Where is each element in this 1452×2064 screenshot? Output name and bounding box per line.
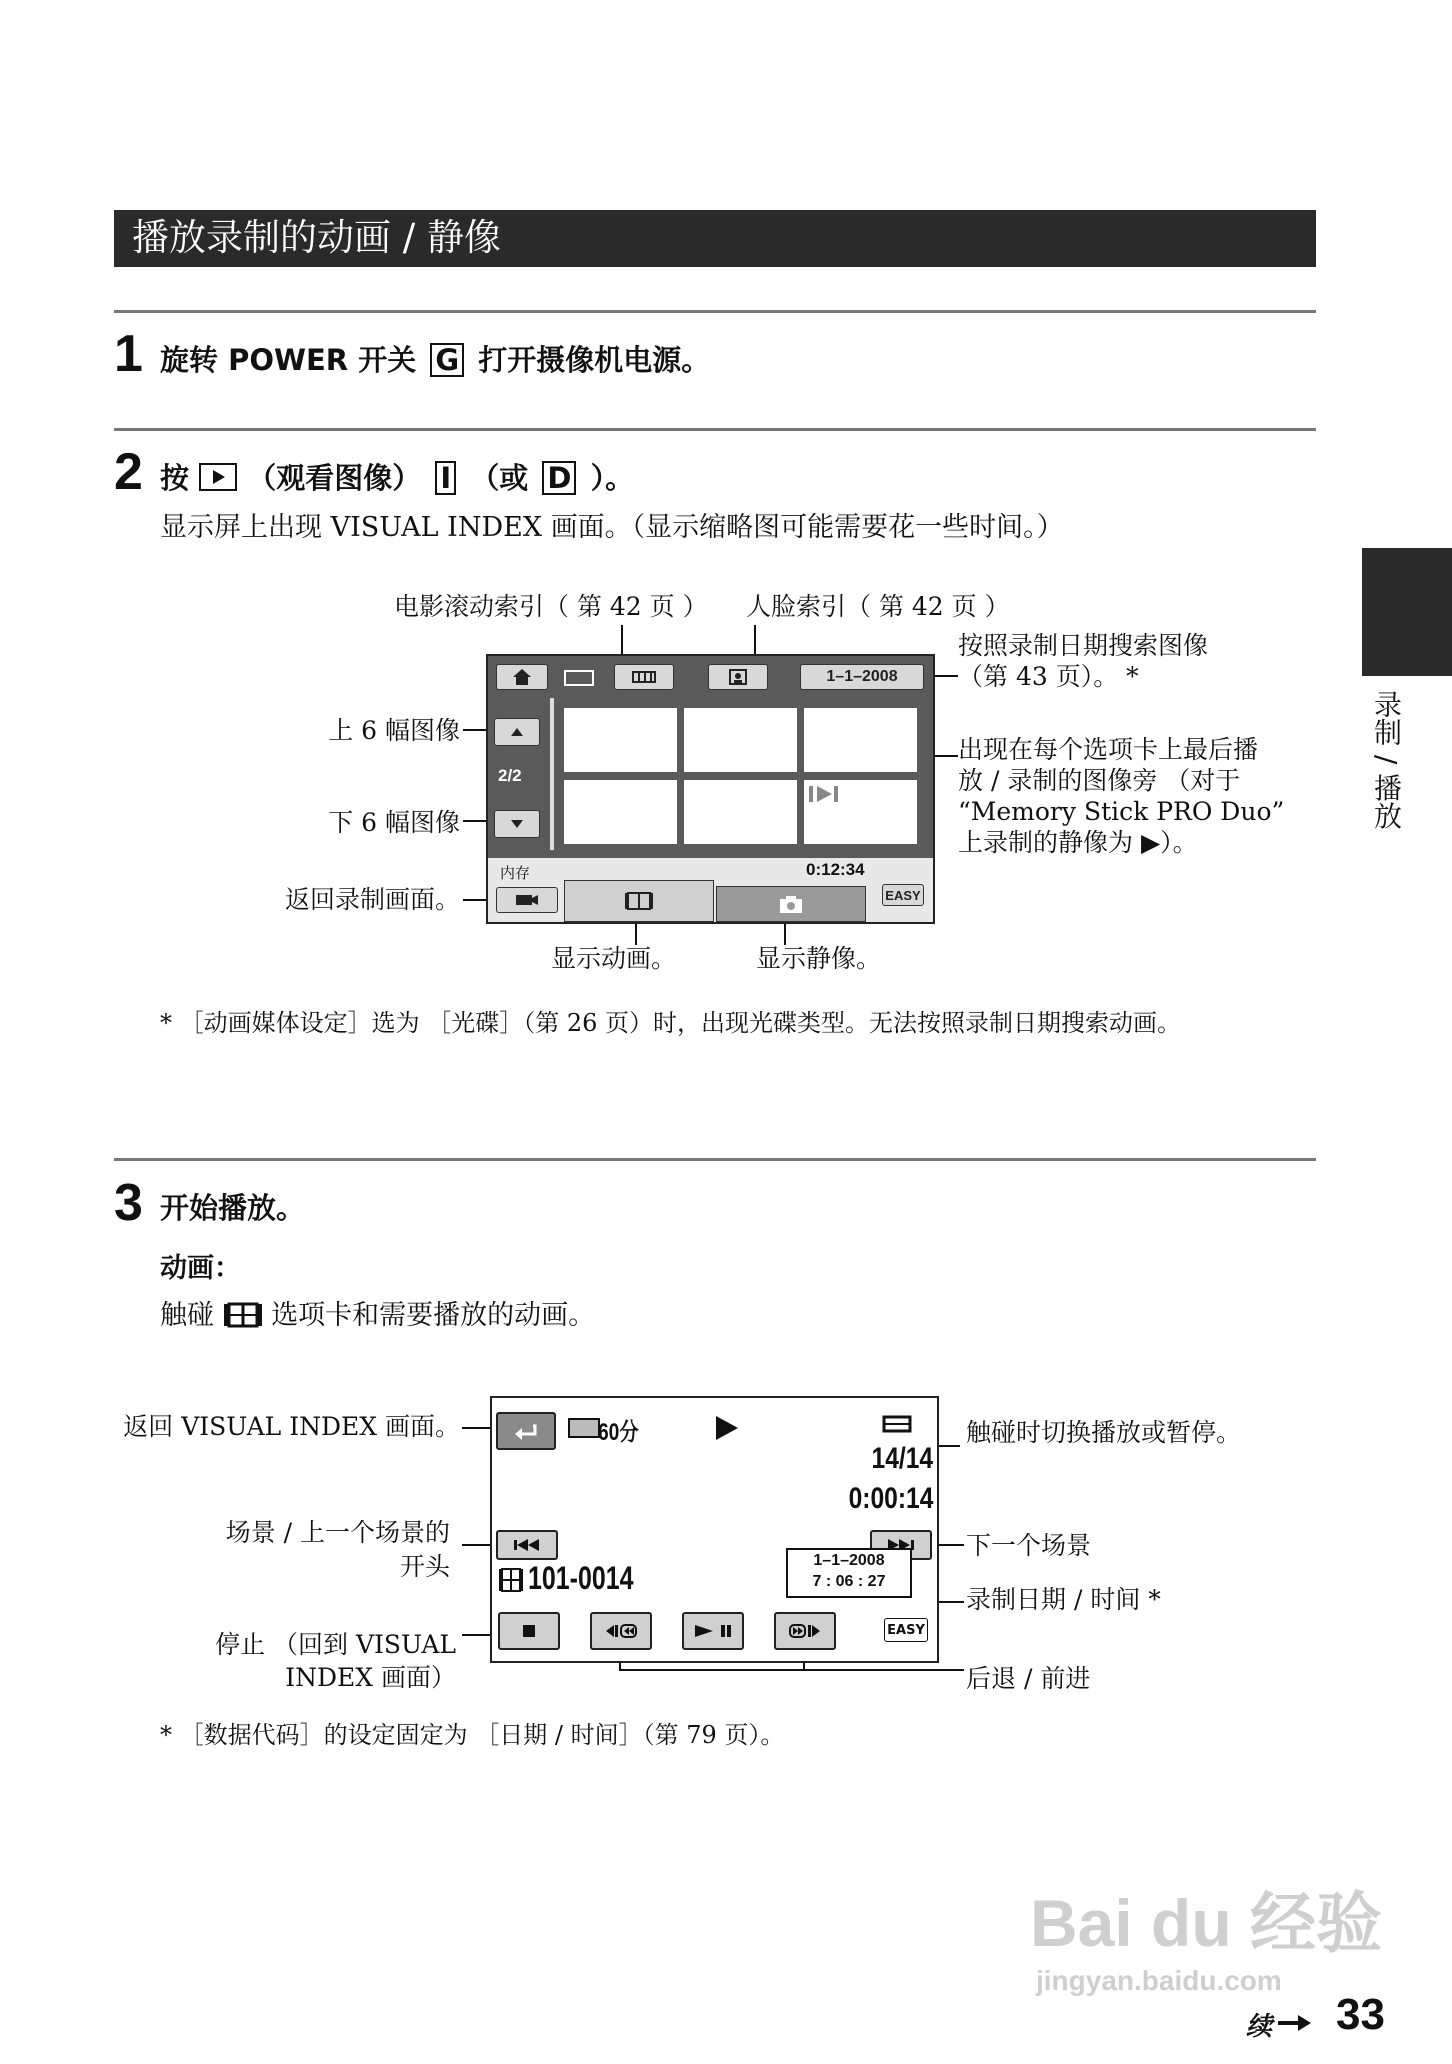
scene-counter: 14/14 (871, 1442, 933, 1475)
rewind-button[interactable] (590, 1612, 652, 1650)
arrow-right-icon (1278, 2014, 1312, 2032)
easy-button[interactable]: EASY (884, 1618, 928, 1642)
step-2-text: 按 （观看图像） I （或 D ）。 (160, 461, 635, 495)
switch-key: G (430, 343, 464, 377)
home-button[interactable] (496, 664, 548, 690)
film-icon (498, 1566, 524, 1594)
divider (114, 1158, 1316, 1161)
camera-icon (515, 893, 539, 907)
callout-show-movie: 显示动画。 (551, 944, 677, 973)
play-pause-icon (693, 1623, 733, 1639)
prev-scene-button[interactable] (496, 1530, 558, 1560)
face-index-button[interactable] (708, 664, 768, 690)
button-key-d: D (542, 461, 576, 495)
thumbnail[interactable] (804, 708, 917, 772)
step-3-text: 开始播放。 (160, 1191, 306, 1225)
thumbnail[interactable] (684, 780, 797, 844)
step-3-number: 3 (114, 1174, 143, 1232)
callout-toggle-play: 触碰时切换播放或暂停。 (966, 1418, 1242, 1447)
battery-icon (564, 670, 594, 686)
arrow-down-icon (510, 819, 524, 829)
callout-movie-roll: 电影滚动索引（ 第 42 页 ） (394, 592, 708, 621)
movie-heading: 动画： (160, 1253, 241, 1284)
total-time: 0:12:34 (806, 860, 865, 879)
battery-remaining: 60分 (598, 1419, 639, 1446)
film-roll-icon (631, 669, 657, 685)
thumbnail[interactable] (564, 780, 677, 844)
play-pause-button[interactable] (682, 1612, 744, 1650)
scrollbar[interactable] (550, 698, 554, 850)
home-icon (512, 668, 532, 686)
still-tab[interactable] (716, 886, 866, 922)
callout-rew-fwd: 后退 / 前进 (966, 1664, 1091, 1693)
button-key-i: I (435, 461, 456, 495)
step-2-footnote: * ［动画媒体设定］选为 ［光碟］（第 26 页）时，出现光碟类型。无法按照录制日期搜索动画。 (160, 1009, 1182, 1037)
thumbnail[interactable] (564, 708, 677, 772)
thumbnail-last-played[interactable] (804, 780, 917, 844)
step-3-footnote: * ［数据代码］的设定固定为 ［日期 / 时间］（第 79 页）。 (160, 1721, 785, 1749)
callout-next-6: 下 6 幅图像 (328, 808, 460, 837)
callout-last-image-1: 出现在每个选项卡上最后播 (958, 735, 1259, 764)
continue-label: 续 (1246, 2012, 1273, 2042)
forward-icon (788, 1623, 822, 1639)
skip-back-icon (512, 1538, 542, 1552)
play-status-icon (714, 1414, 740, 1442)
rec-date: 1–1–2008 (813, 1552, 885, 1569)
section-title: 播放录制的动画 / 静像 (132, 216, 501, 259)
movie-tab[interactable] (564, 880, 714, 922)
callout-show-still: 显示静像。 (756, 944, 882, 973)
rec-datetime-box (786, 1548, 912, 1598)
callout-date-search-2: （第 43 页）。 * (958, 662, 1139, 691)
callout-back-rec: 返回录制画面。 (284, 885, 460, 914)
battery-icon (568, 1418, 600, 1438)
thumbnail[interactable] (684, 708, 797, 772)
stop-button[interactable] (498, 1612, 560, 1650)
last-played-icon (806, 782, 846, 806)
date-search-button[interactable]: 1–1–2008 (800, 664, 924, 690)
callout-stop-2: INDEX 画面） (285, 1663, 456, 1692)
callout-prev-6: 上 6 幅图像 (328, 716, 460, 745)
next-6-button[interactable] (494, 810, 540, 838)
prev-6-button[interactable] (494, 718, 540, 746)
playback-screen (490, 1396, 939, 1663)
step-1-text: 旋转 POWER 开关 G 打开摄像机电源。 (160, 343, 711, 377)
callout-scene-prev-1: 场景 / 上一个场景的 (225, 1518, 450, 1547)
chapter-tab-label: 录制 / 播放 (1370, 690, 1403, 830)
callout-rec-datetime: 录制日期 / 时间 * (966, 1585, 1161, 1614)
callout-next-scene: 下一个场景 (966, 1531, 1092, 1560)
face-icon (729, 669, 747, 685)
stop-icon (522, 1624, 536, 1638)
return-icon (513, 1422, 539, 1440)
elapsed-time: 0:00:14 (848, 1482, 933, 1515)
callout-face-index: 人脸索引（ 第 42 页 ） (746, 592, 1010, 621)
file-number: 101-0014 (528, 1560, 634, 1596)
callout-last-image-2: 放 / 录制的图像旁 （对于 (958, 766, 1241, 795)
watermark-url: jingyan.baidu.com (1036, 1965, 1282, 1996)
rec-time: 7 : 06 : 27 (812, 1573, 886, 1590)
return-index-button[interactable] (496, 1412, 556, 1450)
callout-date-search-1: 按照录制日期搜索图像 (958, 631, 1209, 660)
callout-last-image-4: 上录制的静像为 ▶）。 (958, 828, 1198, 857)
back-to-recording-button[interactable] (496, 887, 558, 913)
easy-button[interactable]: EASY (882, 884, 924, 906)
rewind-icon (604, 1623, 638, 1639)
movie-description: 触碰 选项卡和需要播放的动画。 (160, 1300, 596, 1331)
callout-last-image-3: “Memory Stick PRO Duo” (958, 797, 1285, 826)
step-2-description: 显示屏上出现 VISUAL INDEX 画面。（显示缩略图可能需要花一些时间。） (160, 512, 1064, 543)
film-icon (624, 890, 654, 912)
photo-camera-icon (778, 894, 804, 914)
storage-label: 内存 (500, 864, 531, 882)
memory-icon (882, 1414, 912, 1434)
page-number: 33 (1336, 1990, 1385, 2039)
forward-button[interactable] (774, 1612, 836, 1650)
visual-index-screen (486, 654, 935, 924)
page-indicator: 2/2 (498, 766, 522, 785)
step-2-number: 2 (114, 443, 143, 501)
arrow-up-icon (510, 727, 524, 737)
movie-roll-index-button[interactable] (614, 664, 674, 690)
watermark-logo: Bai du 经验 (1030, 1886, 1383, 1960)
callout-stop-1: 停止 （回到 VISUAL (215, 1630, 456, 1659)
callout-scene-prev-2: 开头 (399, 1552, 450, 1581)
step-1-number: 1 (114, 325, 143, 383)
callout-back-index: 返回 VISUAL INDEX 画面。 (123, 1412, 460, 1441)
